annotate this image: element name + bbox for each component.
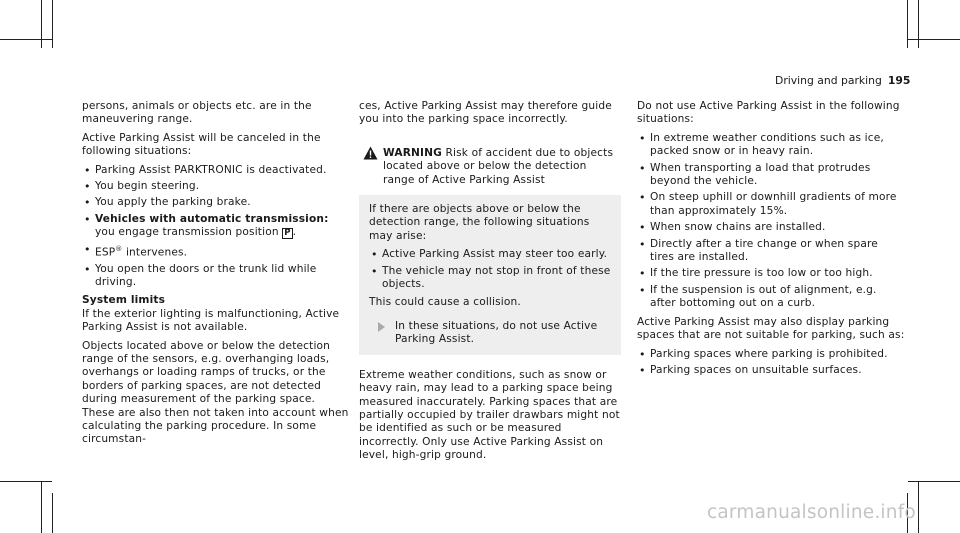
gear-p-icon: [282, 228, 292, 239]
tip-text: In these situations, do not use Active Parking Assist.: [395, 319, 598, 346]
column-2: [359, 100, 621, 468]
tip: [369, 320, 613, 347]
list-item: • You apply the parking brake.: [82, 196, 350, 209]
cancel-situations-list: [82, 164, 350, 290]
paragraph: ces, Active Parking Assist may therefore guide you into the parking space incorrectly.: [359, 100, 612, 126]
paragraph: If there are objects above or below the detection range, the following situations may arise:: [369, 203, 590, 242]
paragraph: Extreme weather conditions, such as snow or heavy rain, may lead to a parking space being measured inaccurately. Parking spaces that are partially occupied by trailer drawbars might not be identified as such or be measured incorrectly. Only use Active Parking Assist on level, high-grip ground.: [359, 368, 620, 462]
list-item-heading: Vehicles with automatic transmission:: [95, 212, 329, 225]
crop-mark: [908, 39, 960, 40]
list-item: • When transporting a load that protrudes beyond the vehicle.: [637, 162, 905, 189]
paragraph: Active Parking Assist may also display parking spaces that are not suitable for parking, such as:: [637, 315, 905, 342]
list-item: • On steep uphill or downhill gradients of more than approximately 15%.: [637, 191, 905, 218]
crop-mark: [907, 0, 908, 48]
warning-header: [359, 140, 621, 195]
column-3: [637, 100, 905, 382]
list-item-text: you engage transmission position: [95, 226, 283, 239]
list-item: • Vehicles with automatic transmission: you engage transmission position P .: [82, 213, 350, 240]
list-item: • In extreme weather conditions such as ice, packed snow or in heavy rain.: [637, 132, 905, 159]
tip-arrow-icon: [378, 322, 385, 332]
list-item: • You open the doors or the trunk lid while driving.: [82, 263, 350, 290]
paragraph: This could cause a collision.: [369, 296, 521, 309]
crop-mark: [0, 481, 52, 482]
page-header: [775, 74, 910, 87]
crop-mark: [52, 0, 53, 48]
do-not-use-list: [637, 132, 905, 311]
list-item: • Active Parking Assist may steer too early.: [369, 248, 613, 261]
column-1: [82, 100, 350, 452]
paragraph: Active Parking Assist will be canceled in the following situations:: [82, 131, 321, 158]
gear-p-label: P: [284, 228, 291, 239]
warning-box: [359, 140, 621, 355]
crop-mark: [52, 493, 53, 533]
registered-mark: ®: [115, 244, 123, 253]
list-item: • Parking Assist PARKTRONIC is deactivated.: [82, 164, 350, 177]
crop-mark: [908, 481, 960, 482]
list-item-text: intervenes.: [122, 246, 188, 259]
list-item: • Directly after a tire change or when spare tires are installed.: [637, 238, 905, 265]
warning-list: [369, 248, 613, 291]
warning-body: [359, 195, 621, 347]
list-item: [82, 243, 350, 260]
list-item: • You begin steering.: [82, 180, 350, 193]
warning-label: WARNING: [383, 146, 442, 159]
page-number: 195: [887, 74, 911, 87]
crop-mark: [918, 481, 919, 533]
crop-mark: [0, 39, 52, 40]
paragraph: Objects located above or below the detection range of the sensors, e.g. overhanging loads, overhangs or loading ramps of trucks, or the borders of parking spaces, are not detected during measurement of the parking space. These are also then not taken into account when calculating the parking procedure. In some circumstan-: [82, 339, 349, 446]
crop-mark: [918, 0, 919, 48]
list-item: • If the suspension is out of alignment, e.g. after bottoming out on a curb.: [637, 284, 905, 311]
warning-triangle-icon: [363, 146, 378, 160]
paragraph: If the exterior lighting is malfunctioning, Active Parking Assist is not available.: [82, 307, 340, 334]
list-item: • Parking spaces where parking is prohibited.: [637, 348, 905, 361]
crop-mark: [41, 481, 42, 533]
system-limits-heading: System limits: [82, 294, 166, 307]
section-title: Driving and parking: [775, 74, 882, 87]
esp-label: ESP: [95, 246, 116, 259]
list-item: • When snow chains are installed.: [637, 221, 905, 234]
warning-title: Risk of accident due to objects located above or below the detection range of Active Parking Assist: [383, 146, 614, 186]
unsuitable-spaces-list: [637, 348, 905, 378]
list-item: • Parking spaces on unsuitable surfaces.: [637, 364, 905, 377]
watermark: carmanualsonline.info: [707, 502, 916, 523]
crop-mark: [41, 0, 42, 48]
list-item: • The vehicle may not stop in front of these objects.: [369, 265, 613, 292]
paragraph: Do not use Active Parking Assist in the following situations:: [637, 100, 900, 126]
list-item: • If the tire pressure is too low or too high.: [637, 267, 905, 280]
paragraph: persons, animals or objects etc. are in the maneuvering range.: [82, 100, 312, 126]
